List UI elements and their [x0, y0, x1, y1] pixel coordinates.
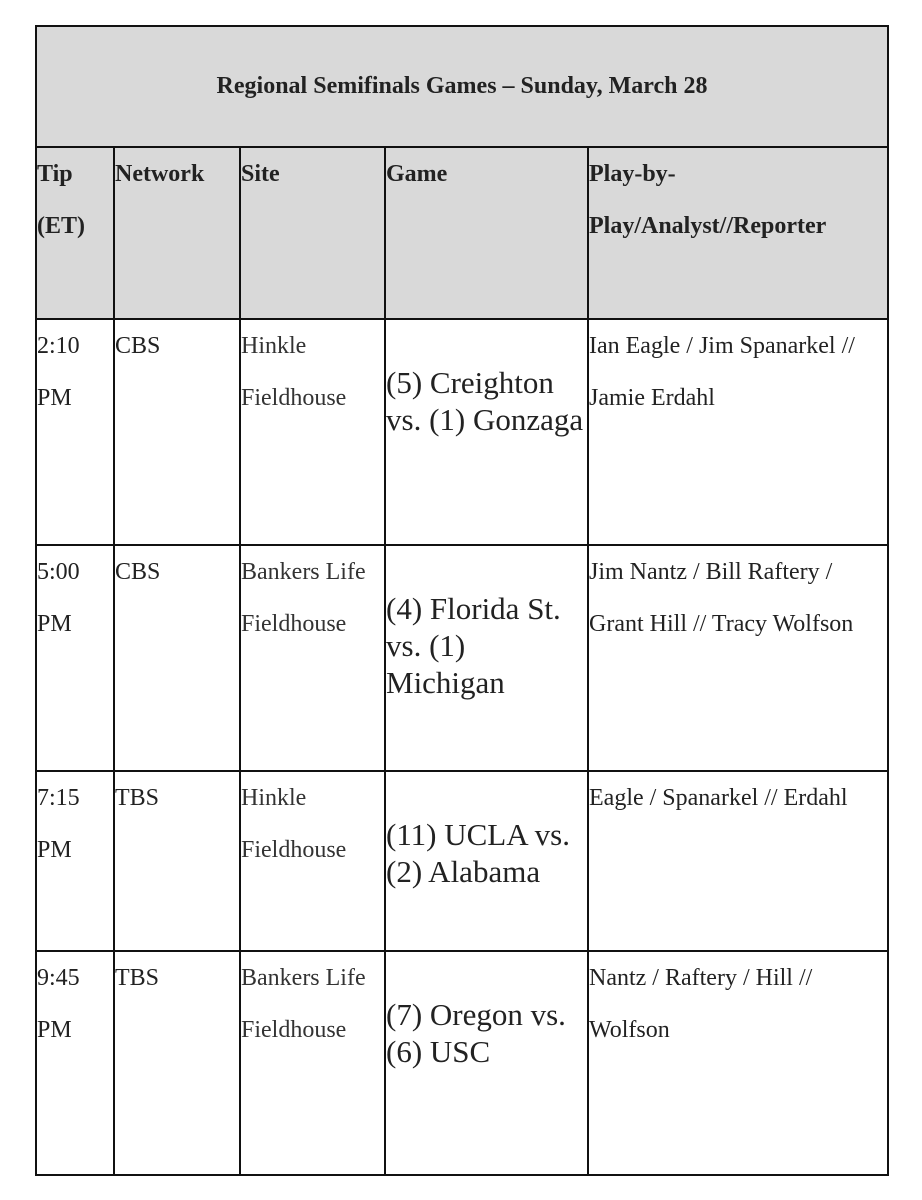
network-cell: CBS: [114, 319, 240, 545]
broadcasters-cell: Ian Eagle / Jim Spanarkel // Jamie Erdahl: [588, 319, 888, 545]
table-row: [36, 545, 888, 771]
table-row: [36, 951, 888, 1175]
schedule-table: [35, 25, 889, 1176]
header-tip: Tip (ET): [36, 147, 114, 319]
header-row: [36, 147, 888, 319]
site-cell: Bankers Life Fieldhouse: [240, 545, 385, 771]
broadcasters-cell: Eagle / Spanarkel // Erdahl: [588, 771, 888, 951]
site-cell: Bankers Life Fieldhouse: [240, 951, 385, 1175]
header-site: Site: [240, 147, 385, 319]
site-cell: Hinkle Fieldhouse: [240, 771, 385, 951]
broadcasters-cell: Jim Nantz / Bill Raftery / Grant Hill // Tracy Wolfson: [588, 545, 888, 771]
network-cell: TBS: [114, 771, 240, 951]
site-cell: Hinkle Fieldhouse: [240, 319, 385, 545]
tip-time-cell: 7:15 PM: [36, 771, 114, 951]
title-row: [36, 26, 888, 147]
table-row: [36, 319, 888, 545]
tip-time-cell: 5:00 PM: [36, 545, 114, 771]
header-network: Network: [114, 147, 240, 319]
table-row: [36, 771, 888, 951]
game-cell: (4) Florida St. vs. (1) Michigan: [385, 545, 588, 771]
game-cell: (11) UCLA vs. (2) Alabama: [385, 771, 588, 951]
table-title: Regional Semifinals Games – Sunday, March 28: [36, 26, 888, 147]
tip-time-cell: 9:45 PM: [36, 951, 114, 1175]
network-cell: TBS: [114, 951, 240, 1175]
header-broadcasters: Play-by-Play/Analyst//Reporter: [588, 147, 888, 319]
network-cell: CBS: [114, 545, 240, 771]
tip-time-cell: 2:10 PM: [36, 319, 114, 545]
broadcasters-cell: Nantz / Raftery / Hill // Wolfson: [588, 951, 888, 1175]
game-cell: (7) Oregon vs. (6) USC: [385, 951, 588, 1175]
header-game: Game: [385, 147, 588, 319]
game-cell: (5) Creighton vs. (1) Gonzaga: [385, 319, 588, 545]
